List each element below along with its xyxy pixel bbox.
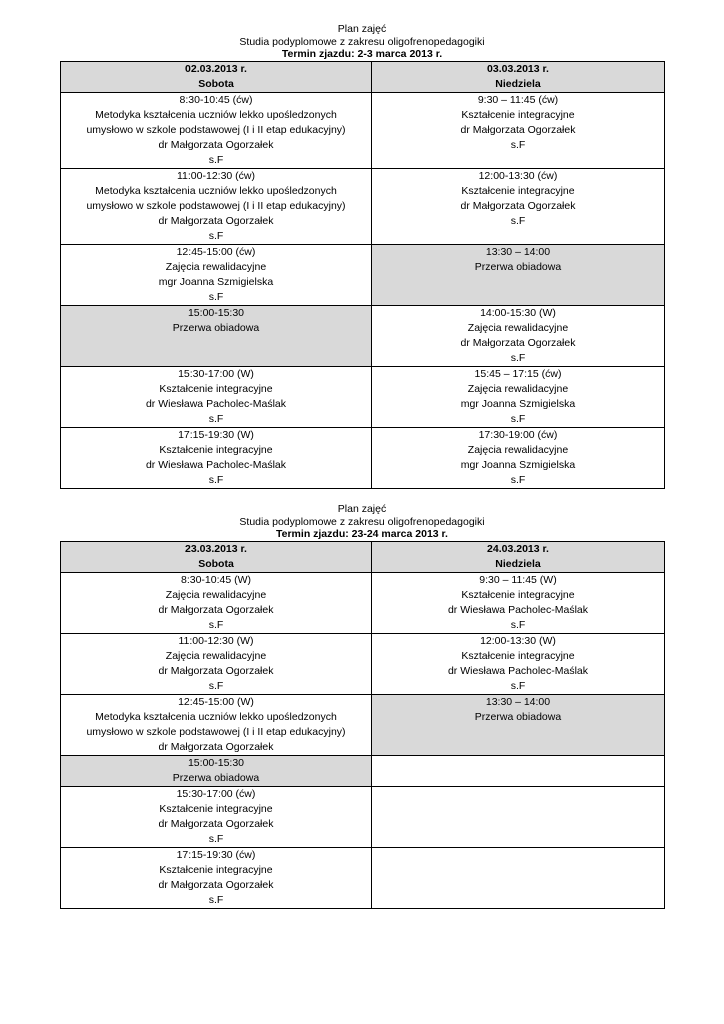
class-time: 12:45-15:00 (W): [178, 695, 254, 708]
class-detail: Metodyka kształcenia uczniów lekko upośledzonych: [95, 184, 337, 197]
table-row: [61, 92, 665, 168]
schedule-section-2: [60, 503, 664, 909]
table-row: [61, 633, 665, 694]
day-name: Sobota: [198, 77, 234, 90]
class-detail: s.F: [208, 832, 224, 845]
break-cell: [61, 305, 372, 366]
class-detail: s.F: [208, 893, 224, 906]
class-detail: mgr Joanna Szmigielska: [158, 275, 274, 288]
class-cell: [372, 847, 665, 908]
schedule-section-1: [60, 23, 664, 489]
class-cell: [372, 168, 665, 244]
class-time: 8:30-10:45 (W): [180, 573, 252, 586]
schedule-table-2: [60, 541, 665, 909]
class-detail: s.F: [208, 679, 224, 692]
break-cell: [372, 694, 665, 755]
class-detail: s.F: [208, 153, 224, 166]
class-detail: s.F: [510, 473, 526, 486]
class-detail: Kształcenie integracyjne: [461, 649, 575, 662]
class-detail: umysłowo w szkole podstawowej (I i II etap edukacyjny): [86, 199, 346, 212]
class-detail: dr Małgorzata Ogorzałek: [460, 123, 576, 136]
class-detail: s.F: [208, 290, 224, 303]
class-cell: [61, 572, 372, 633]
class-detail: dr Małgorzata Ogorzałek: [158, 603, 274, 616]
class-detail: dr Wiesława Pacholec-Maślak: [145, 458, 287, 471]
class-cell: [372, 92, 665, 168]
class-detail: dr Wiesława Pacholec-Maślak: [447, 603, 589, 616]
class-detail: mgr Joanna Szmigielska: [460, 458, 576, 471]
break-cell: [372, 244, 665, 305]
table-row: [61, 427, 665, 488]
table-header-row: [61, 61, 665, 92]
class-detail: Kształcenie integracyjne: [159, 802, 273, 815]
class-detail: Zajęcia rewalidacyjne: [467, 382, 569, 395]
class-detail: s.F: [510, 412, 526, 425]
class-time: 13:30 – 14:00: [485, 695, 551, 708]
class-detail: dr Małgorzata Ogorzałek: [158, 214, 274, 227]
plan-title: Plan zajęć: [337, 503, 387, 515]
class-detail: umysłowo w szkole podstawowej (I i II etap edukacyjny): [86, 123, 346, 136]
class-cell: [372, 633, 665, 694]
class-detail: dr Wiesława Pacholec-Maślak: [447, 664, 589, 677]
day-date: 03.03.2013 r.: [487, 62, 549, 75]
class-cell: [61, 168, 372, 244]
class-cell: [372, 305, 665, 366]
day-date: 24.03.2013 r.: [487, 542, 549, 555]
class-cell: [61, 92, 372, 168]
class-detail: s.F: [510, 138, 526, 151]
class-cell: [372, 786, 665, 847]
table-row: [61, 847, 665, 908]
class-time: 8:30-10:45 (ćw): [179, 93, 253, 106]
class-detail: Zajęcia rewalidacyjne: [165, 260, 267, 273]
class-detail: s.F: [208, 618, 224, 631]
class-detail: Kształcenie integracyjne: [159, 863, 273, 876]
class-detail: Kształcenie integracyjne: [461, 588, 575, 601]
class-detail: mgr Joanna Szmigielska: [460, 397, 576, 410]
class-detail: s.F: [510, 214, 526, 227]
class-detail: Kształcenie integracyjne: [461, 108, 575, 121]
class-time: 15:30-17:00 (W): [178, 367, 254, 380]
class-time: 12:00-13:30 (W): [480, 634, 556, 647]
class-time: 9:30 – 11:45 (ćw): [477, 93, 559, 106]
class-detail: s.F: [208, 473, 224, 486]
class-detail: Zajęcia rewalidacyjne: [467, 443, 569, 456]
plan-subtitle: Studia podyplomowe z zakresu oligofrenopedagogiki: [239, 515, 485, 528]
class-detail: Zajęcia rewalidacyjne: [467, 321, 569, 334]
schedule-body: [61, 541, 665, 908]
day-name: Sobota: [198, 557, 234, 570]
day-date: 02.03.2013 r.: [185, 62, 247, 75]
class-detail: dr Małgorzata Ogorzałek: [158, 740, 274, 753]
class-cell: [61, 244, 372, 305]
day-name: Niedziela: [495, 557, 541, 570]
class-detail: dr Małgorzata Ogorzałek: [460, 336, 576, 349]
class-detail: s.F: [510, 679, 526, 692]
class-detail: Kształcenie integracyjne: [159, 382, 273, 395]
class-time: 15:00-15:30: [187, 756, 245, 769]
class-detail: dr Małgorzata Ogorzałek: [158, 817, 274, 830]
class-detail: Kształcenie integracyjne: [159, 443, 273, 456]
schedule-body: [61, 61, 665, 488]
class-cell: [61, 427, 372, 488]
class-cell: [372, 427, 665, 488]
class-cell: [61, 633, 372, 694]
class-detail: dr Małgorzata Ogorzałek: [460, 199, 576, 212]
table-row: [61, 572, 665, 633]
class-detail: dr Małgorzata Ogorzałek: [158, 664, 274, 677]
saturday-header-cell: [61, 541, 372, 572]
class-cell: [61, 786, 372, 847]
class-time: 9:30 – 11:45 (W): [479, 573, 557, 586]
plan-title: Plan zajęć: [337, 23, 387, 35]
class-detail: Metodyka kształcenia uczniów lekko upośledzonych: [95, 710, 337, 723]
saturday-header-cell: [61, 61, 372, 92]
class-cell: [372, 755, 665, 786]
plan-subtitle: Studia podyplomowe z zakresu oligofrenopedagogiki: [239, 35, 485, 48]
table-row: [61, 786, 665, 847]
plan-term: Termin zjazdu: 23-24 marca 2013 r.: [276, 528, 448, 540]
class-detail: umysłowo w szkole podstawowej (I i II etap edukacyjny): [86, 725, 346, 738]
class-time: 14:00-15:30 (W): [480, 306, 556, 319]
table-header-row: [61, 541, 665, 572]
class-detail: Przerwa obiadowa: [172, 321, 260, 334]
class-detail: s.F: [510, 351, 526, 364]
class-detail: s.F: [510, 618, 526, 631]
class-time: 12:00-13:30 (ćw): [478, 169, 558, 182]
schedule-header-1: [60, 23, 664, 61]
day-date: 23.03.2013 r.: [185, 542, 247, 555]
class-cell: [61, 847, 372, 908]
class-detail: Przerwa obiadowa: [172, 771, 260, 784]
class-time: 17:30-19:00 (ćw): [478, 428, 558, 441]
sunday-header-cell: [372, 61, 665, 92]
day-name: Niedziela: [495, 77, 541, 90]
class-time: 17:15-19:30 (W): [178, 428, 254, 441]
break-cell: [61, 755, 372, 786]
class-detail: Zajęcia rewalidacyjne: [165, 649, 267, 662]
class-detail: s.F: [208, 412, 224, 425]
class-detail: s.F: [208, 229, 224, 242]
class-time: 15:45 – 17:15 (ćw): [474, 367, 562, 380]
class-detail: Kształcenie integracyjne: [461, 184, 575, 197]
schedule-header-2: [60, 503, 664, 541]
class-cell: [61, 366, 372, 427]
class-detail: Przerwa obiadowa: [474, 710, 562, 723]
class-detail: Zajęcia rewalidacyjne: [165, 588, 267, 601]
class-time: 11:00-12:30 (ćw): [176, 169, 255, 182]
class-time: 12:45-15:00 (ćw): [176, 245, 256, 258]
table-row: [61, 168, 665, 244]
class-time: 15:30-17:00 (ćw): [176, 787, 256, 800]
class-time: 17:15-19:30 (ćw): [176, 848, 256, 861]
schedule-table-1: [60, 61, 665, 489]
table-row: [61, 755, 665, 786]
class-time: 15:00-15:30: [187, 306, 245, 319]
table-row: [61, 694, 665, 755]
sunday-header-cell: [372, 541, 665, 572]
class-cell: [372, 572, 665, 633]
class-time: 11:00-12:30 (W): [178, 634, 254, 647]
class-detail: dr Małgorzata Ogorzałek: [158, 878, 274, 891]
table-row: [61, 366, 665, 427]
class-cell: [372, 366, 665, 427]
table-row: [61, 305, 665, 366]
plan-term: Termin zjazdu: 2-3 marca 2013 r.: [281, 48, 443, 60]
class-detail: Przerwa obiadowa: [474, 260, 562, 273]
class-detail: Metodyka kształcenia uczniów lekko upośledzonych: [95, 108, 337, 121]
class-cell: [61, 694, 372, 755]
table-row: [61, 244, 665, 305]
class-time: 13:30 – 14:00: [485, 245, 551, 258]
class-detail: dr Małgorzata Ogorzałek: [158, 138, 274, 151]
class-detail: dr Wiesława Pacholec-Maślak: [145, 397, 287, 410]
